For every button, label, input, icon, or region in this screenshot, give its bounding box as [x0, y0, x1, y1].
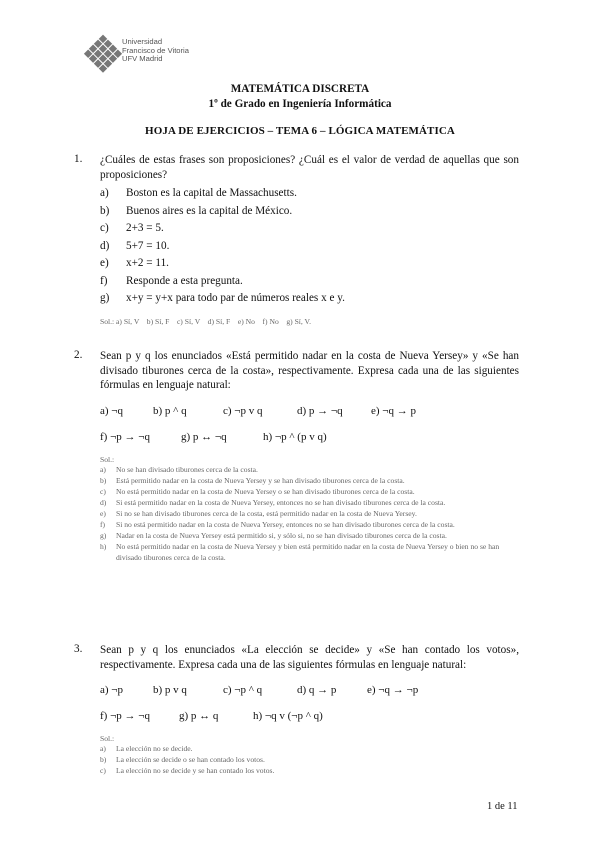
solution-item: c) La elección no se decide y se han contado los votos.	[100, 766, 275, 775]
question-text: Sean p y q los enunciados «Está permitido nadar en la costa de Nueva Yersey» y «Se han divisado tiburones cerca de la costa», respectivamente. Expresa cada una de las siguientes fórmulas en lenguaje natural:	[100, 350, 519, 391]
question-text: ¿Cuáles de estas frases son proposiciones? ¿Cuál es el valor de verdad de aquellas que son proposiciones?	[100, 154, 519, 181]
solution-label: Sol.:	[100, 454, 115, 464]
option-list	[74, 185, 519, 308]
question-number: 2.	[74, 349, 83, 361]
question-2	[74, 349, 519, 563]
solution-label: Sol.:	[100, 734, 115, 743]
solution-item: a) La elección no se decide.	[100, 744, 193, 753]
formula-row: f) ¬p → ¬q g) p ↔ ¬q h) ¬p ^ (p v q)	[100, 430, 327, 443]
formula-row: a) ¬p b) p v q c) ¬p ^ q d) q → p e) ¬q → ¬p	[100, 684, 419, 696]
list-item: f) Responde a esta pregunta.	[100, 274, 243, 287]
university-logo	[88, 38, 189, 66]
solution-block	[74, 455, 519, 563]
solution-item: d) Si está permitido nadar en la costa de Nueva Yersey, entonces no se han divisado tiburones cerca de la costa.	[100, 497, 446, 507]
solution-item: b) La elección se decide o se han contado los votos.	[100, 755, 265, 764]
course-title: MATEMÁTICA DISCRETA	[230, 83, 370, 95]
question-3	[74, 643, 519, 776]
question-1	[74, 153, 519, 326]
logo-text: Universidad Francisco de Vitoria UFV Madrid	[122, 37, 189, 64]
list-item: c) 2+3 = 5.	[100, 222, 164, 234]
solution-item: b) Está permitido nadar en la costa de Nueva Yersey y se han divisado tiburones cerca de la costa.	[100, 475, 405, 485]
formula-row: a) ¬q b) p ^ q c) ¬p v q d) p → ¬q e) ¬q → p	[100, 404, 416, 417]
solution-item: c) No está permitido nadar en la costa de Nueva Yersey o se han divisado tiburones cerca de la costa.	[100, 486, 415, 496]
solution-item: f) Si no está permitido nadar en la costa de Nueva Yersey, entonces no se han divisado tiburones cerca de la costa.	[100, 519, 455, 529]
solution-item: e) Si no se han divisado tiburones cerca de la costa, está permitido nadar en la costa de Nueva Yersey.	[100, 508, 417, 518]
ufv-logo-icon	[85, 35, 122, 72]
list-item: b) Buenos aires es la capital de México.	[100, 204, 293, 217]
list-item: g) x+y = y+x para todo par de números reales x e y.	[100, 292, 345, 304]
question-number: 1.	[74, 153, 83, 165]
solution-item: g) Nadar en la costa de Nueva Yersey está permitido si, y sólo si, no se han divisado tiburones cerca de la costa.	[100, 530, 447, 540]
question-text: Sean p y q los enunciados «La elección se decide» y «Se han contado los votos», respectivamente. Expresa cada una de las siguientes fórmulas en lenguaje natural:	[100, 644, 519, 671]
course-subtitle: 1º de Grado en Ingeniería Informática	[208, 98, 392, 110]
list-item: d) 5+7 = 10.	[100, 239, 170, 252]
list-item: a) Boston es la capital de Massachusetts.	[100, 187, 297, 199]
question-number: 3.	[74, 643, 83, 655]
sheet-title: HOJA DE EJERCICIOS – TEMA 6 – LÓGICA MATEMÁTICA	[145, 125, 455, 137]
list-item: e) x+2 = 11.	[100, 257, 169, 269]
solution-text: Sol.: a) Sí, V b) Sí, F c) Sí, V d) Sí, F e) No f) No g) Sí, V.	[100, 316, 311, 326]
solution-item: a) No se han divisado tiburones cerca de la costa.	[100, 464, 258, 474]
page-number: 1 de 11	[487, 801, 518, 812]
formula-row: f) ¬p → ¬q g) p ↔ q h) ¬q v (¬p ^ q)	[100, 710, 323, 722]
solution-item: h) No está permitido nadar en la costa de Nueva Yersey y bien está permitido nadar en la costa de Nueva Yersey o bien no se han divisado tiburones cerca de la costa.	[100, 541, 500, 562]
solution-block	[74, 734, 519, 776]
